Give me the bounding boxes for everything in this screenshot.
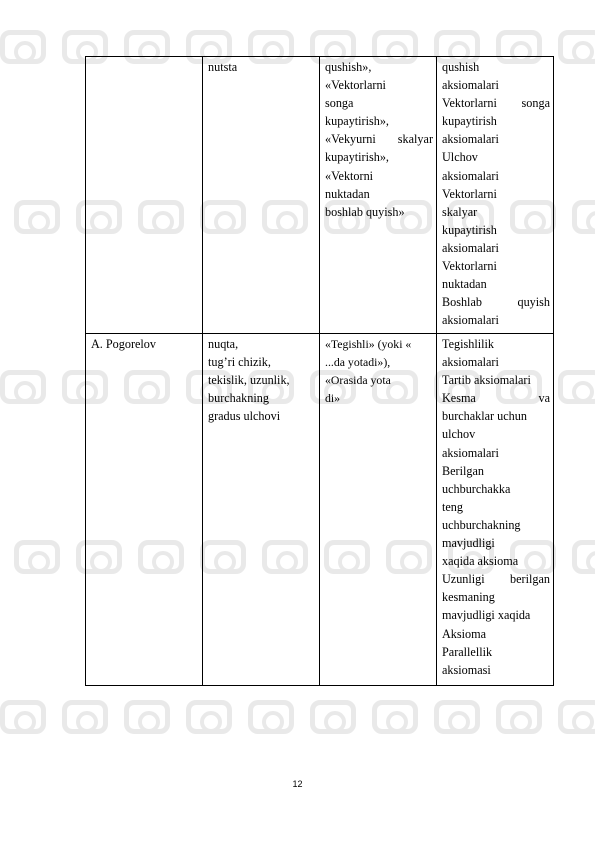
- watermark-icon: [572, 200, 595, 234]
- watermark-icon: [434, 700, 480, 734]
- relation-line: boshlab quyish»: [325, 204, 405, 219]
- relation-line: qushish»,: [325, 60, 372, 74]
- concepts-cell: [203, 57, 320, 334]
- axiom-line: skalyar: [442, 204, 478, 219]
- page-number: 12: [292, 779, 303, 789]
- watermark-icon: [248, 700, 294, 734]
- axiom-line: Uzunligi berilgan: [442, 572, 550, 587]
- axiom-line: aksiomasi: [442, 662, 491, 677]
- watermark-icon: [0, 30, 46, 64]
- relations-cell: [320, 334, 437, 686]
- axioms-cell: [437, 57, 554, 334]
- axiom-line: uchburchakning: [442, 517, 521, 532]
- axiom-line: aksiomalari: [442, 313, 499, 328]
- axiom-line: Vektorlarni: [442, 259, 497, 274]
- axiom-line: Boshlab quyish: [442, 295, 550, 310]
- concept-line: tug’ri chizik,: [208, 355, 271, 370]
- concept-line: nutsta: [208, 60, 238, 74]
- relation-line: «Tegishli» (yoki «: [325, 337, 412, 351]
- axiom-line: nuktadan: [442, 277, 487, 292]
- concepts-cell: [203, 334, 320, 686]
- axiom-line: teng: [442, 499, 463, 514]
- axiom-line: Kesma va: [442, 391, 550, 406]
- axiom-line: Parallellik: [442, 644, 493, 659]
- watermark-icon: [310, 700, 356, 734]
- axiom-line: Berilgan: [442, 463, 484, 478]
- axiom-line: kesmaning: [442, 590, 495, 605]
- relation-line: «Orasida yota: [325, 373, 391, 388]
- relation-line: «Vektorni: [325, 168, 374, 183]
- axiom-line: Vektorlarni songa: [442, 96, 550, 111]
- axiom-line: aksiomalari: [442, 240, 499, 255]
- axiom-line: kupaytirish: [442, 222, 497, 237]
- watermark-icon: [372, 700, 418, 734]
- watermark-icon: [558, 30, 595, 64]
- watermark-icon: [496, 700, 542, 734]
- axiom-line: kupaytirish: [442, 114, 497, 129]
- watermark-icon: [558, 370, 595, 404]
- relation-line: kupaytirish»,: [325, 150, 389, 165]
- axiom-line: xaqida aksioma: [442, 554, 519, 569]
- watermark-icon: [572, 540, 595, 574]
- axiom-line: Tartib aksiomalari: [442, 373, 531, 388]
- relation-line: songa: [325, 96, 354, 111]
- axioms-cell: [437, 334, 554, 686]
- axiom-line: burchaklar uchun: [442, 409, 527, 424]
- table-row: [86, 334, 554, 686]
- axiom-line: Tegishlilik: [442, 337, 494, 351]
- watermark-icon: [558, 700, 595, 734]
- axiom-line: aksiomalari: [442, 445, 499, 460]
- axiom-systems-table: [85, 56, 554, 686]
- axiom-line: qushish: [442, 60, 480, 74]
- axiom-line: mavjudligi xaqida: [442, 608, 531, 623]
- author-cell: [86, 57, 203, 334]
- table-row: [86, 57, 554, 334]
- concept-line: nuqta,: [208, 337, 239, 351]
- axiom-line: Vektorlarni: [442, 186, 497, 201]
- axiom-line: aksiomalari: [442, 78, 499, 93]
- relation-line: di»: [325, 391, 341, 406]
- axiom-line: Aksioma: [442, 626, 487, 641]
- relation-line: kupaytirish»,: [325, 114, 389, 129]
- relation-line: «Vekyurni skalyar: [325, 132, 433, 147]
- watermark-icon: [14, 540, 60, 574]
- relations-cell: [320, 57, 437, 334]
- concept-line: tekislik, uzunlik,: [208, 373, 290, 388]
- axiom-line: Ulchov: [442, 150, 478, 165]
- axiom-line: aksiomalari: [442, 168, 499, 183]
- axiom-line: aksiomalari: [442, 355, 499, 370]
- concept-line: burchakning: [208, 391, 269, 406]
- author-cell: [86, 334, 203, 686]
- relation-line: nuktadan: [325, 186, 370, 201]
- watermark-icon: [124, 700, 170, 734]
- relation-line: ...da yotadi»),: [325, 355, 391, 370]
- relation-line: «Vektorlarni: [325, 78, 386, 93]
- axiom-line: mavjudligi: [442, 536, 495, 551]
- axiom-line: aksiomalari: [442, 132, 499, 147]
- concept-line: gradus ulchovi: [208, 409, 281, 424]
- watermark-icon: [14, 200, 60, 234]
- watermark-icon: [62, 700, 108, 734]
- watermark-icon: [0, 700, 46, 734]
- author-name: A. Pogorelov: [91, 337, 156, 351]
- axiom-line: ulchov: [442, 427, 476, 442]
- watermark-icon: [0, 370, 46, 404]
- axiom-line: uchburchakka: [442, 481, 511, 496]
- watermark-icon: [186, 700, 232, 734]
